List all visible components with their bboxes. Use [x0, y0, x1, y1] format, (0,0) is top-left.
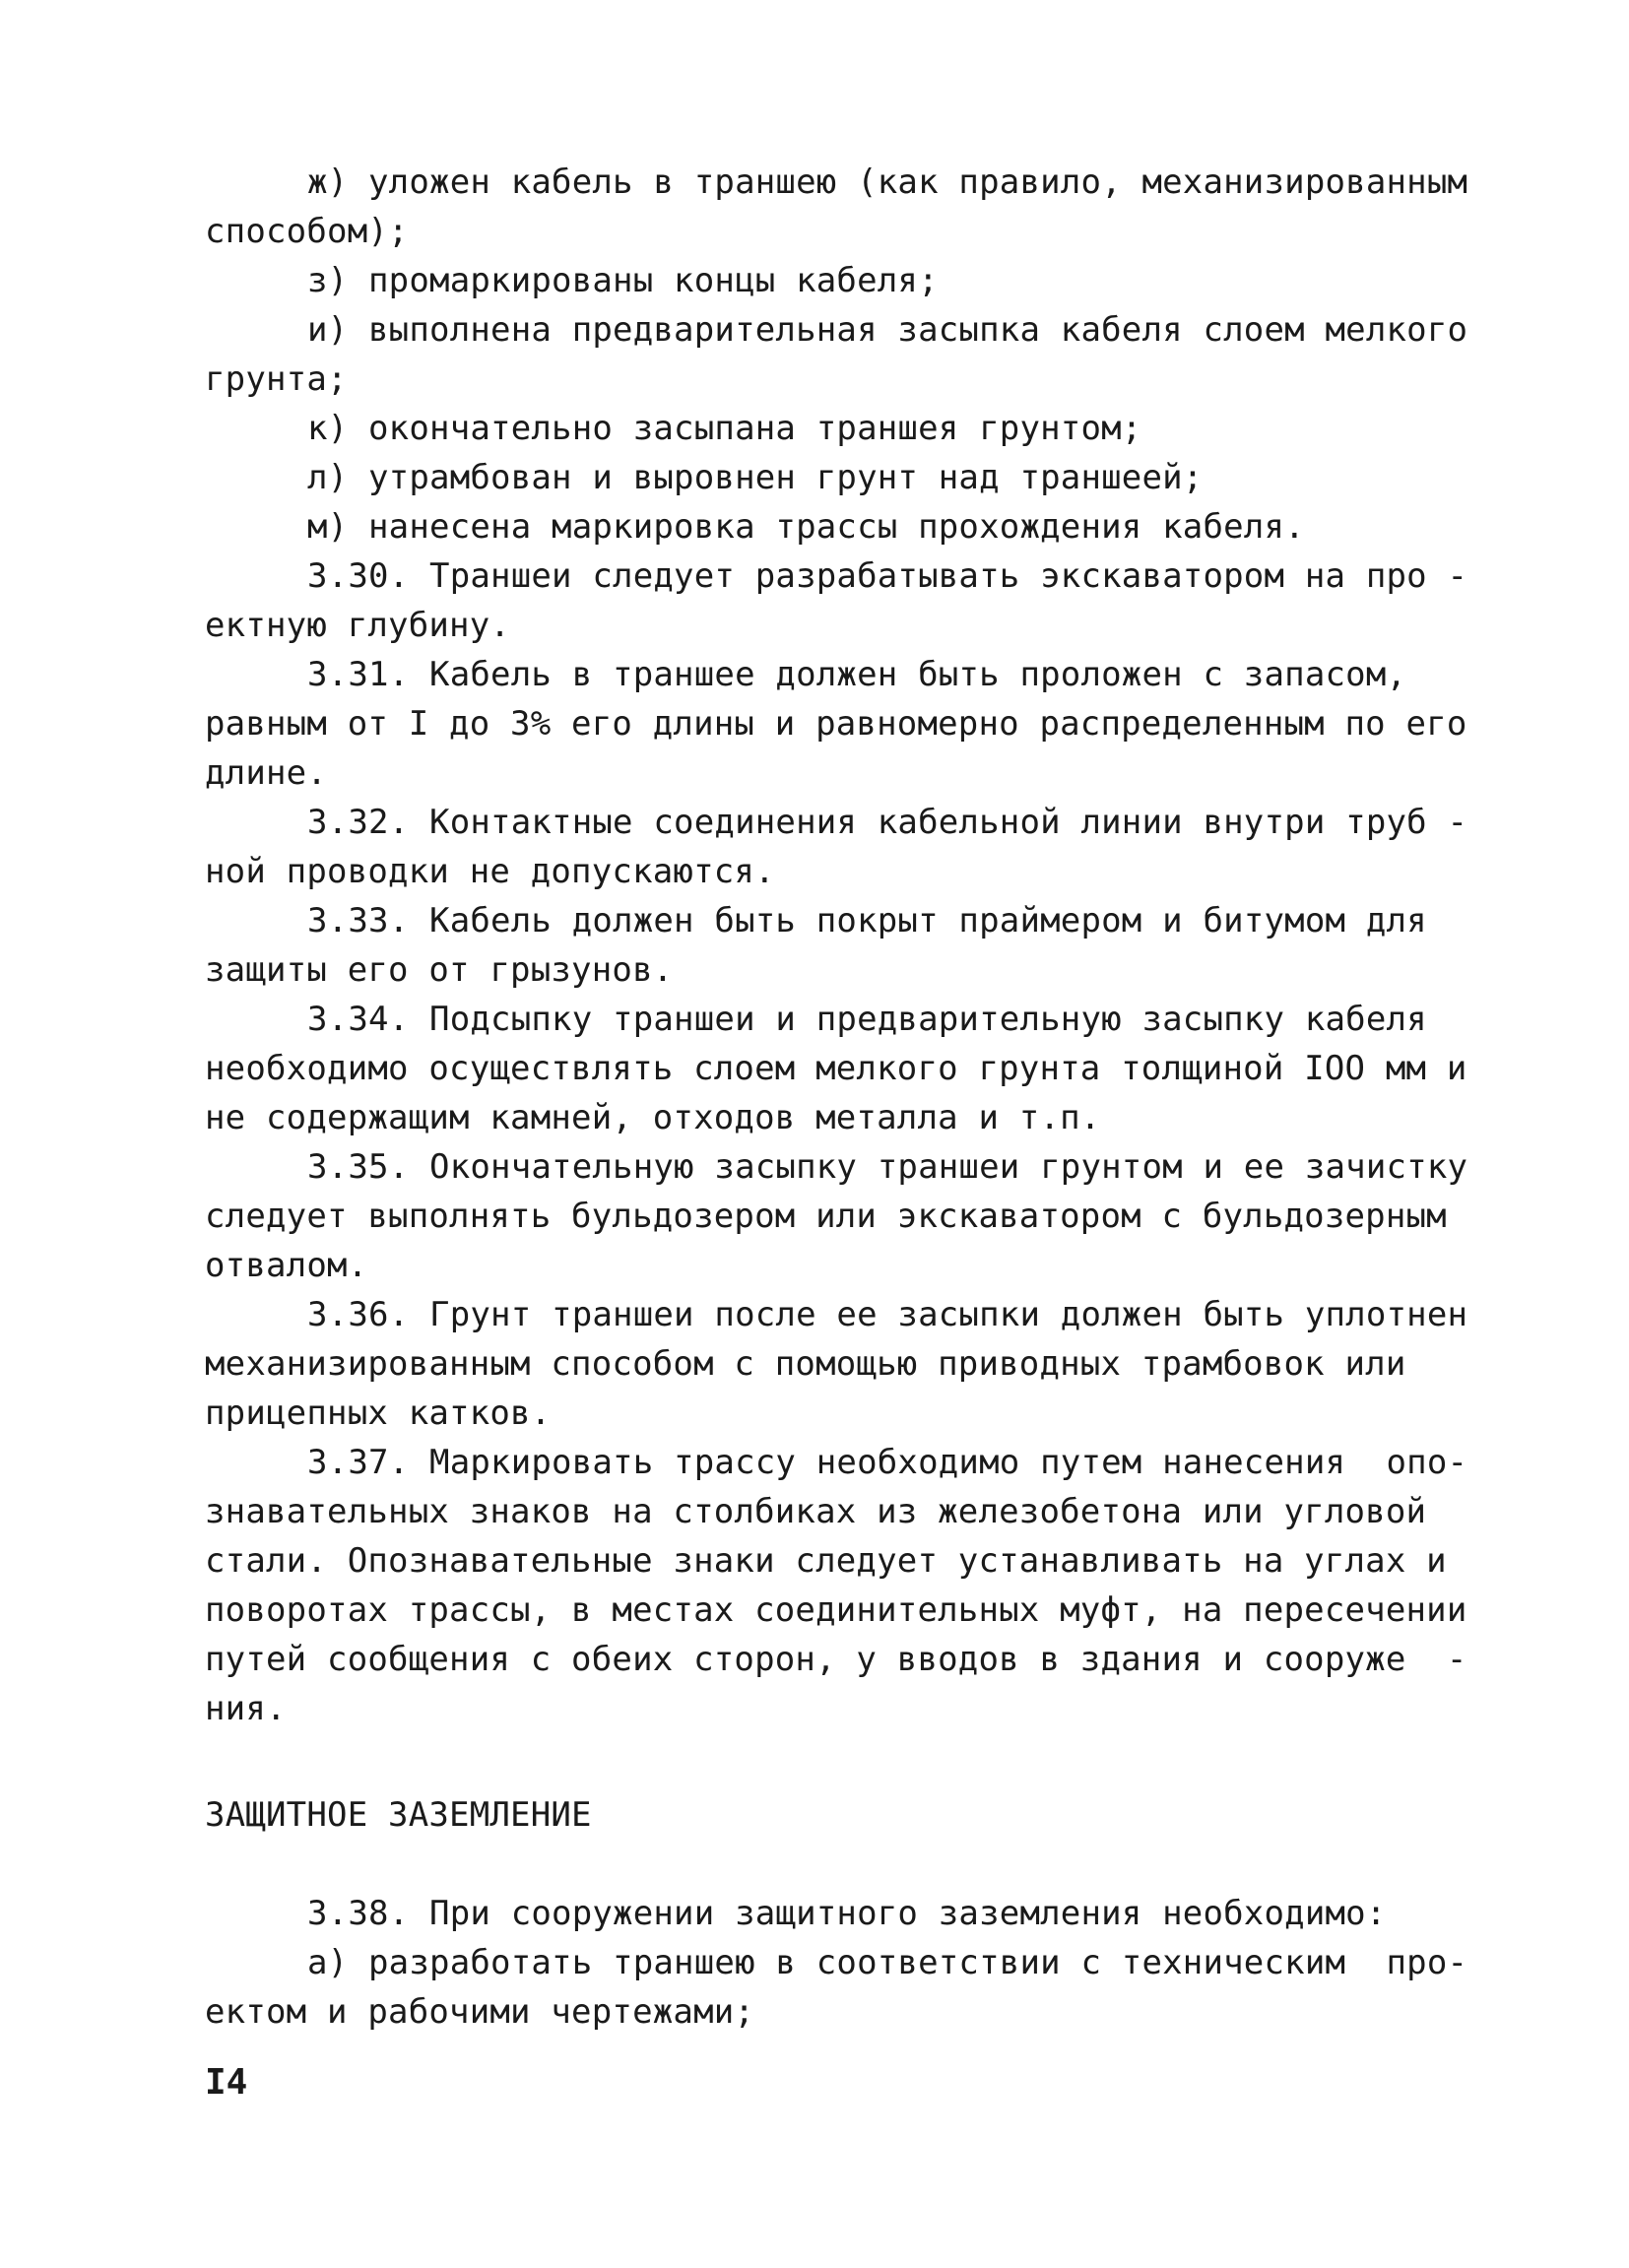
paragraph-3-31-line-2: равным от I до 3% его длины и равномерно распределенным по его — [205, 704, 1467, 744]
list-item-k: к) окончательно засыпана траншея грунтом; — [307, 409, 1142, 448]
paragraph-3-36-line-1: 3.36. Грунт траншеи после ее засыпки должен быть уплотнен — [307, 1295, 1468, 1334]
paragraph-3-38: 3.38. При сооружении защитного заземления необходимо: — [307, 1894, 1387, 1933]
paragraph-3-35-line-2: следует выполнять бульдозером или экскаватором с бульдозерным — [205, 1197, 1447, 1236]
list-item-m: м) нанесена маркировка трассы прохождения кабеля. — [307, 507, 1305, 547]
list-item-i-line-2: грунта; — [205, 359, 348, 399]
list-item-zh-line-1: ж) уложен кабель в траншею (как правило, механизированным — [307, 162, 1468, 202]
paragraph-3-36-line-3: прицепных катков. — [205, 1393, 552, 1433]
paragraph-3-37-line-6: ния. — [205, 1689, 287, 1728]
paragraph-3-32-line-2: ной проводки не допускаются. — [205, 852, 775, 891]
list-item-z: з) промаркированы концы кабеля; — [307, 261, 939, 300]
paragraph-3-30-line-1: 3.30. Траншеи следует разрабатывать экскаватором на про - — [307, 556, 1468, 596]
paragraph-3-31-line-3: длине. — [205, 753, 328, 793]
paragraph-3-34-line-1: 3.34. Подсыпку траншеи и предварительную засыпку кабеля — [307, 1000, 1427, 1039]
document-body — [205, 158, 1468, 1733]
paragraph-3-34-line-3: не содержащим камней, отходов металла и т.п. — [205, 1098, 1101, 1137]
paragraph-3-35-line-3: отвалом. — [205, 1246, 368, 1285]
list-item-l: л) утрамбован и выровнен грунт над траншеей; — [307, 458, 1204, 497]
paragraph-3-32-line-1: 3.32. Контактные соединения кабельной линии внутри труб - — [307, 803, 1468, 842]
paragraph-3-35-line-1: 3.35. Окончательную засыпку траншеи грунтом и ее зачистку — [307, 1147, 1468, 1187]
list-item-a-line-1: а) разработать траншею в соответствии с техническим про- — [307, 1943, 1468, 1982]
paragraph-3-30-line-2: ектную глубину. — [205, 606, 511, 645]
page-number: I4 — [205, 2062, 248, 2103]
list-item-a-line-2: ектом и рабочими чертежами; — [205, 1992, 755, 2032]
paragraph-3-37-line-5: путей сообщения с обеих сторон, у вводов в здания и сооруже - — [205, 1640, 1467, 1679]
paragraph-3-33-line-2: защиты его от грызунов. — [205, 950, 674, 990]
paragraph-3-33-line-1: 3.33. Кабель должен быть покрыт праймером и битумом для — [307, 901, 1427, 940]
paragraph-3-37-line-1: 3.37. Маркировать трассу необходимо путем нанесения опо- — [307, 1443, 1468, 1482]
list-item-i-line-1: и) выполнена предварительная засыпка кабеля слоем мелкого — [307, 310, 1468, 350]
section-body — [205, 1889, 1468, 2037]
paragraph-3-37-line-3: стали. Опознавательные знаки следует устанавливать на углах и — [205, 1541, 1447, 1581]
section-heading: ЗАЩИТНОЕ ЗАЗЕМЛЕНИЕ — [205, 1795, 592, 1835]
list-item-zh-line-2: способом); — [205, 212, 409, 251]
paragraph-3-37-line-4: поворотах трассы, в местах соединительных муфт, на пересечении — [205, 1590, 1467, 1630]
paragraph-3-36-line-2: механизированным способом с помощью приводных трамбовок или — [205, 1344, 1406, 1384]
paragraph-3-31-line-1: 3.31. Кабель в траншее должен быть проложен с запасом, — [307, 655, 1407, 694]
paragraph-3-37-line-2: знавательных знаков на столбиках из железобетона или угловой — [205, 1492, 1427, 1531]
paragraph-3-34-line-2: необходимо осуществлять слоем мелкого грунта толщиной IOO мм и — [205, 1049, 1467, 1088]
